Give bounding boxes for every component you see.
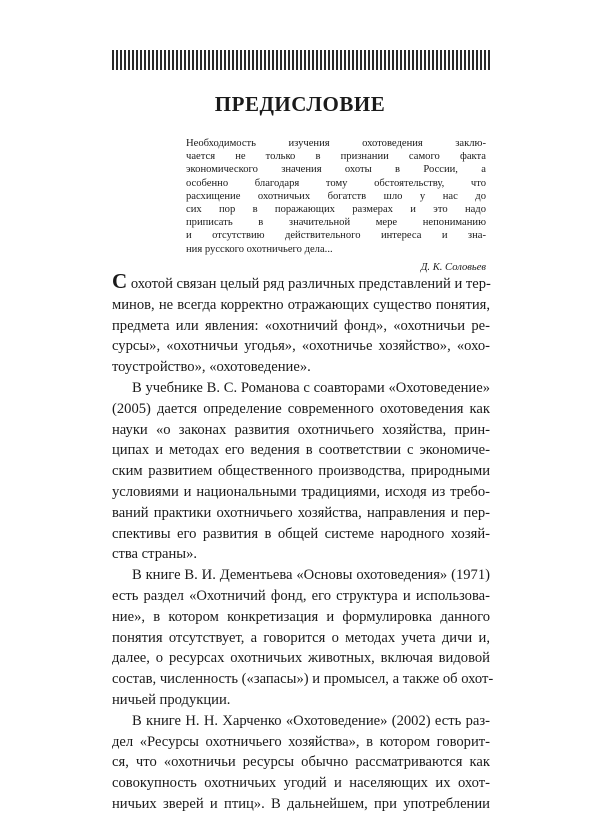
body-line: совокупность охотничьих угодий и населяющих их охот- [112,775,490,792]
body-line: сурсы», «охотничьи угодья», «охотничье хозяйство», «охо- [112,338,490,355]
epigraph-line: особенно благодаря тому обстоятельству, что [186,177,486,189]
drop-cap: С [112,269,128,293]
body-line: далее, о ресурсах охотничьих животных, включая видовой [112,650,490,667]
body-line: науки «о законах развития охотничьего хозяйства, прин- [112,421,490,438]
body-line [112,269,491,295]
body-line: (2005) дается определение современного охотоведения как [112,400,490,417]
epigraph [186,137,486,256]
body-line: ся, что «охотничьи ресурсы обычно рассматриваются как [112,754,490,771]
body-line: условиями и национальными традициями, исходя из требо- [112,483,490,500]
body-line: предмета или явления: «охотничий фонд», «охотничьи ре- [112,317,490,334]
epigraph-line: Необходимость изучения охотоведения заклю- [186,138,486,149]
epigraph-line: чается не только в признании самого факта [186,151,486,163]
body-line: В книге В. И. Дементьева «Основы охотоведения» (1971) [132,567,490,584]
body-text [112,269,494,815]
header-barcode-bar [112,50,490,70]
epigraph-line: расхищение охотничьих богатств шло у нас до [186,190,486,202]
epigraph-line: экономического значения охоты в России, а [186,164,486,176]
body-line: ципах и методах его ведения в соответствии с экономиче- [112,442,490,459]
body-line: спективы его развития в общей системе народного хозяй- [112,525,490,542]
body-line: понятия отсутствует, а говорится о методах учета дичи и, [112,629,490,646]
epigraph-author: Д. К. Соловьев [420,262,486,273]
body-line: ским развитием общественного производства, природными [112,463,490,480]
epigraph-line: ния русского охотничьего дела... [186,243,333,255]
first-line-text: охотой связан целый ряд различных представлений и тер- [127,276,491,292]
epigraph-line: сих пор в поражающих размерах и это надо [186,204,486,216]
page-title: ПРЕДИСЛОВИЕ [214,92,386,116]
body-line: состав, численность («запасы») и промысел, а также об охот- [112,671,494,688]
body-line: В книге Н. Н. Харченко «Охотоведение» (2002) есть раз- [132,712,490,729]
epigraph-line: приписать в значительной мере непониманию [186,217,486,229]
body-line: минов, не всегда корректно отражающих существо понятия, [112,296,490,313]
body-line: ние», в котором конкретизация и формулировка данного [112,608,490,625]
body-line: ничьих зверей и птиц». В дальнейшем, при употреблении [112,795,490,812]
body-line: В учебнике В. С. Романова с соавторами «Охотоведение» [132,379,490,396]
body-line: дел «Ресурсы охотничьего хозяйства», в котором говорит- [112,733,490,750]
body-line: ства страны». [112,546,198,563]
body-line: ничьей продукции. [112,691,231,708]
body-line: тоустройство», «охотоведение». [112,359,311,376]
body-line: есть раздел «Охотничий фонд, его структура и использова- [112,587,490,604]
epigraph-line: и отсутствию действительного интереса и зна- [186,230,486,242]
body-line: ваний практики охотничьего хозяйства, направления и пер- [112,504,490,521]
